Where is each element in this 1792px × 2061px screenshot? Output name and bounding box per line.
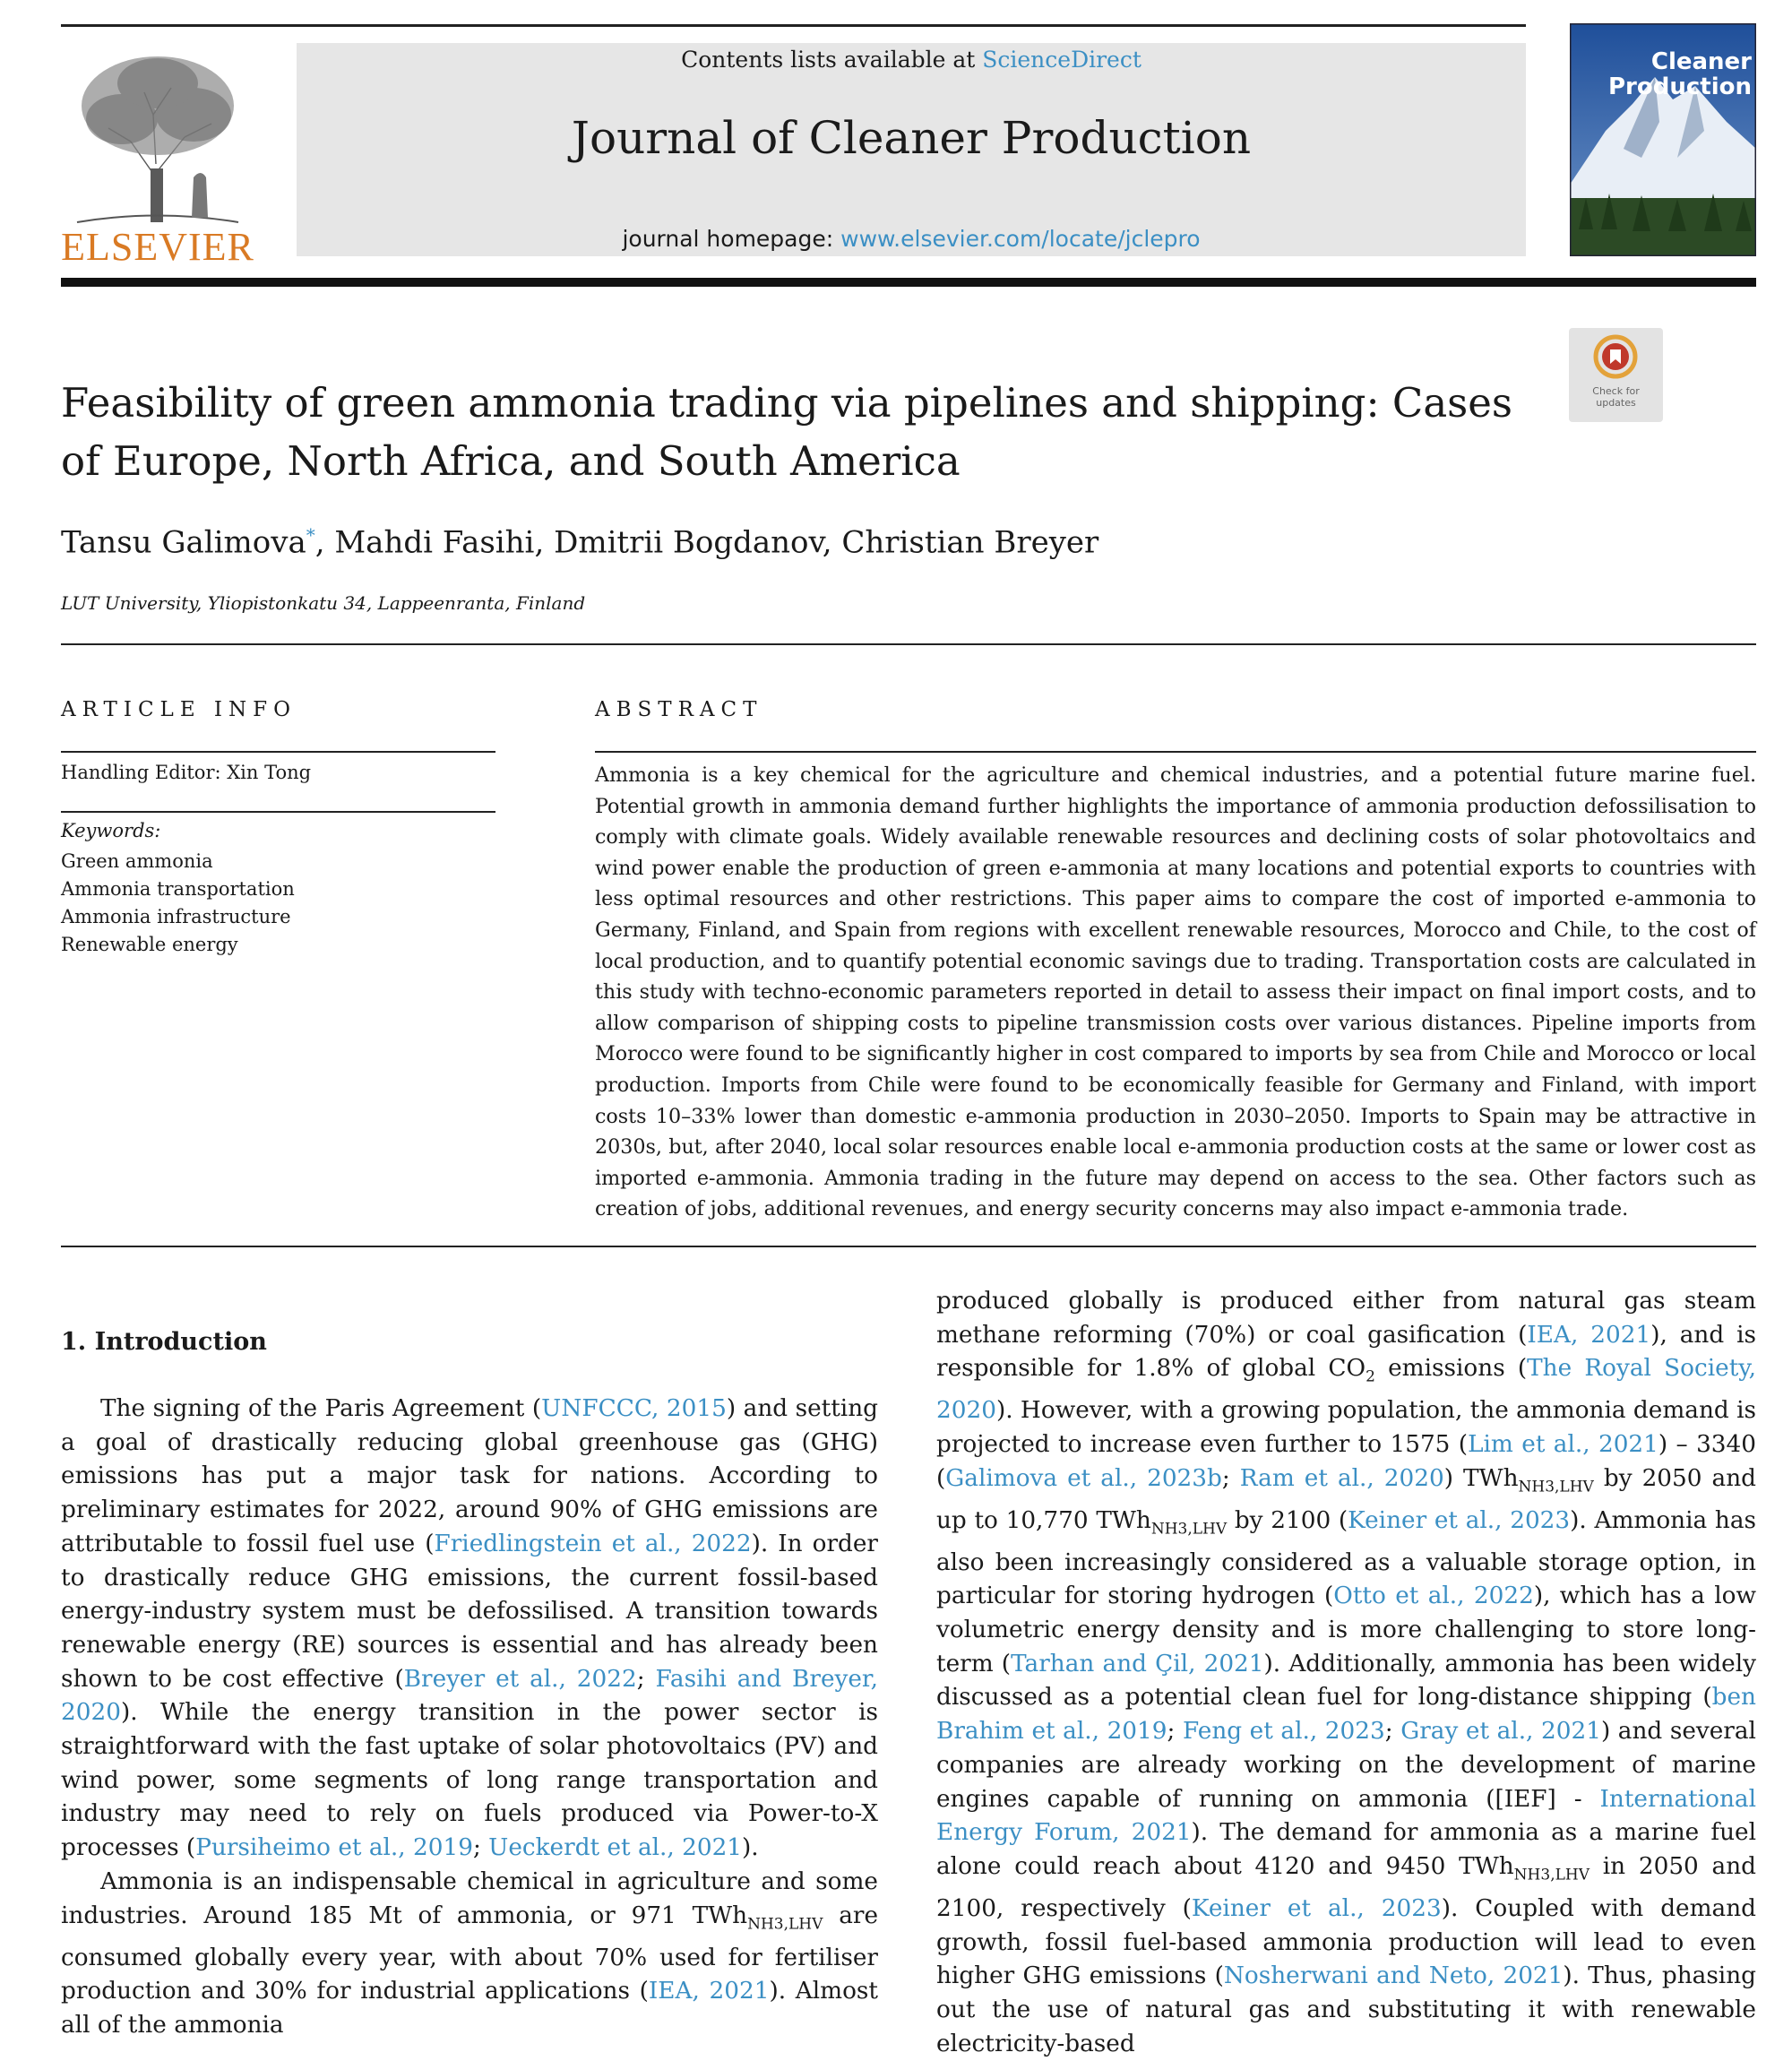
journal-homepage xyxy=(297,226,1526,252)
author-name[interactable]: Mahdi Fasihi xyxy=(334,524,535,561)
text-run: ; xyxy=(472,1834,489,1862)
keyword: Ammonia transportation xyxy=(61,878,295,900)
citation-link[interactable]: Tarhan and Çil, 2021 xyxy=(1011,1650,1264,1677)
abstract-text: Ammonia is a key chemical for the agriculture and chemical industries, and a potential future marine fuel. Potential growth in ammonia demand further highlights the importance of ammonia production defossilisation to comply with climate goals. Widely available renewable resources and declining costs of solar photovoltaics and wind power enable the production of green e-ammonia at many locations and potential exports to countries with less optimal resources and other restrictions. This paper aims to compare the cost of imported e-ammonia to Germany, Finland, and Spain from regions with excellent renewable resources, Morocco and Chile, to the cost of local production, and to quantify potential economic savings due to trading. Transportation costs are calculated in this study with techno-economic parameters reported in detail to assess their impact on final import costs, and to allow comparison of shipping costs to pipeline transmission costs over various distances. Pipeline imports from Morocco were found to be significantly higher in cost compared to imports by sea from Chile and Morocco or local production. Imports from Chile were found to be economically feasible for Germany and Finland, with import costs 10–33% lower than domestic e-ammonia production in 2030–2050. Imports to Spain may be attractive in 2030s, but, after 2040, local solar resources enable local e-ammonia production costs at the same or lower cost as imported e-ammonia. Ammonia trading in the future may depend on access to the sea. Other factors such as creation of jobs, additional revenues, and energy security concerns may also impact e-ammonia trade. xyxy=(595,763,1756,1221)
check-label-line1: Check for xyxy=(1592,385,1640,397)
check-updates-label xyxy=(1569,385,1663,409)
body-column-left xyxy=(61,1393,878,2043)
text-run: ; xyxy=(1221,1464,1240,1492)
text-run: ). Coupled with demand growth, fossil fuel-based ammonia production will lead to even higher GHG emissions ( xyxy=(936,1894,1756,1990)
divider xyxy=(595,751,1756,753)
divider xyxy=(61,751,495,753)
check-updates-icon xyxy=(1569,328,1663,391)
citation-link[interactable]: Otto et al., 2022 xyxy=(1333,1582,1534,1610)
elsevier-wordmark: ELSEVIER xyxy=(61,225,254,269)
citation-link[interactable]: Gray et al., 2021 xyxy=(1400,1718,1601,1746)
divider xyxy=(61,811,495,813)
paragraph xyxy=(61,1866,878,2043)
text-run: ). xyxy=(742,1834,759,1862)
keywords-label: Keywords: xyxy=(61,820,161,841)
text-run: by 2050 and up to 10,770 TWh xyxy=(936,1464,1756,1534)
keyword: Renewable energy xyxy=(61,934,238,955)
subscript: NH3,LHV xyxy=(1513,1866,1590,1884)
section-heading-introduction: 1. Introduction xyxy=(61,1328,267,1356)
citation-link[interactable]: UNFCCC, 2015 xyxy=(541,1395,727,1422)
subscript: NH3,LHV xyxy=(747,1914,823,1933)
contents-prefix: Contents lists available at xyxy=(681,47,983,73)
text-run: ; xyxy=(636,1665,656,1693)
text-run: in 2050 and 2100, respectively ( xyxy=(936,1853,1757,1922)
text-run: ; xyxy=(1167,1718,1183,1746)
article-title: Feasibility of green ammonia trading via pipelines and shipping: Cases of Europe, North Africa, and South America xyxy=(61,379,1512,485)
text-run: ). Additionally, ammonia has been widely discussed as a potential clean fuel for long-distance shipping ( xyxy=(936,1650,1756,1712)
text-run: emissions ( xyxy=(1374,1355,1528,1383)
paragraph xyxy=(61,1393,878,1866)
journal-homepage-link[interactable]: www.elsevier.com/locate/jclepro xyxy=(840,226,1201,252)
cover-title-line2: Production xyxy=(1608,73,1752,100)
text-run: produced globally is produced either from natural gas steam methane reforming (70%) or coal gasification ( xyxy=(936,1288,1756,1349)
text-run: ). While the energy transition in the power sector is straightforward with the fast uptake of solar photovoltaics (PV) and wind power, some segments of long range transportation and industry may need to rely on fuels produced via Power-to-X processes ( xyxy=(61,1699,878,1862)
author-name[interactable]: Tansu Galimova xyxy=(61,524,306,561)
author-name[interactable]: Dmitrii Bogdanov xyxy=(554,524,823,561)
citation-link[interactable]: Feng et al., 2023 xyxy=(1182,1718,1385,1746)
text-run: Ammonia is an indispensable chemical in agriculture and some industries. Around 185 Mt of ammonia, or 971 TWh xyxy=(61,1867,878,1929)
subscript: 2 xyxy=(1366,1367,1375,1386)
homepage-prefix: journal homepage: xyxy=(622,226,841,252)
citation-link[interactable]: Ram et al., 2020 xyxy=(1239,1464,1444,1492)
text-run: ), and is responsible for 1.8% of global CO xyxy=(936,1321,1756,1383)
sciencedirect-link[interactable]: ScienceDirect xyxy=(982,47,1142,73)
article-info-heading: ARTICLE INFO xyxy=(61,698,297,721)
text-run: ). However, with a growing population, the ammonia demand is projected to increase even further to 1575 ( xyxy=(936,1397,1756,1459)
text-run: The signing of the Paris Agreement ( xyxy=(100,1395,542,1422)
text-run: ). The demand for ammonia as a marine fuel alone could reach about 4120 and 9450 TWh xyxy=(936,1819,1756,1880)
handling-editor: Handling Editor: Xin Tong xyxy=(61,762,312,783)
text-run: ; xyxy=(1384,1718,1401,1746)
citation-link[interactable]: Keiner et al., 2023 xyxy=(1191,1894,1442,1922)
text-run: ), which has a low volumetric energy density and is more challenging to store long-term ( xyxy=(936,1582,1756,1677)
citation-link[interactable]: Pursiheimo et al., 2019 xyxy=(195,1834,473,1862)
citation-link[interactable]: Keiner et al., 2023 xyxy=(1348,1506,1571,1534)
corresponding-author-mark[interactable]: * xyxy=(306,524,315,546)
text-run: ) and several companies are already working on the development of marine engines capable of running on ammonia ([IEF] - xyxy=(936,1718,1756,1813)
text-run: ) TWh xyxy=(1443,1464,1519,1492)
cover-title-line1: Cleaner xyxy=(1650,48,1752,75)
abstract-heading: ABSTRACT xyxy=(595,698,763,721)
affiliation: LUT University, Yliopistonkatu 34, Lappeenranta, Finland xyxy=(61,592,586,614)
text-run: ). Thus, phasing out the use of natural gas and substituting it with renewable electricity-based xyxy=(936,1962,1756,2057)
top-rule xyxy=(61,24,1526,27)
divider xyxy=(61,1246,1756,1247)
paragraph xyxy=(936,1285,1756,2061)
check-label-line2: updates xyxy=(1596,397,1636,409)
keyword: Green ammonia xyxy=(61,850,213,872)
author-list: Tansu Galimova*, Mahdi Fasihi, Dmitrii Bogdanov, Christian Breyer xyxy=(61,524,1099,561)
text-run: ) and setting a goal of drastically reducing global greenhouse gas (GHG) emissions has put a major task for nations. According to preliminary estimates for 2022, around 90% of GHG emissions are attributable to fossil fuel use ( xyxy=(61,1395,878,1557)
cover-title xyxy=(1586,49,1752,99)
author-name[interactable]: Christian Breyer xyxy=(841,524,1099,561)
citation-link[interactable]: Fasihi and Breyer, 2020 xyxy=(61,1665,878,1727)
subscript: NH3,LHV xyxy=(1150,1519,1228,1538)
text-run: are consumed globally every year, with about 70% used for fertiliser production and 30% for industrial applications ( xyxy=(61,1901,879,2005)
text-run: ). Ammonia has also been increasingly considered as a valuable storage option, in particular for storing hydrogen ( xyxy=(936,1506,1757,1610)
citation-link[interactable]: IEA, 2021 xyxy=(648,1978,770,2005)
text-run: by 2100 ( xyxy=(1227,1506,1348,1534)
divider xyxy=(61,643,1756,645)
citation-link[interactable]: The Royal Society, 2020 xyxy=(936,1355,1756,1425)
citation-link[interactable]: International Energy Forum, 2021 xyxy=(936,1785,1756,1847)
citation-link[interactable]: Breyer et al., 2022 xyxy=(403,1665,637,1693)
keyword: Ammonia infrastructure xyxy=(61,906,291,927)
body-column-right xyxy=(936,1285,1756,2061)
citation-link[interactable]: Lim et al., 2021 xyxy=(1468,1431,1658,1459)
citation-link[interactable]: Friedlingstein et al., 2022 xyxy=(434,1530,752,1557)
journal-name: Journal of Cleaner Production xyxy=(571,112,1252,164)
citation-link[interactable]: IEA, 2021 xyxy=(1527,1321,1651,1349)
citation-link[interactable]: Galimova et al., 2023b xyxy=(945,1464,1222,1492)
citation-link[interactable]: ben Brahim et al., 2019 xyxy=(936,1684,1756,1746)
header-rule xyxy=(61,278,1756,287)
text-run: ) – 3340 ( xyxy=(936,1431,1756,1492)
citation-link[interactable]: Nosherwani and Neto, 2021 xyxy=(1223,1962,1564,1990)
keywords-list xyxy=(61,848,295,959)
citation-link[interactable]: Ueckerdt et al., 2021 xyxy=(488,1834,743,1862)
subscript: NH3,LHV xyxy=(1518,1478,1594,1496)
text-run: ). Almost all of the ammonia xyxy=(61,1978,878,2039)
contents-availability xyxy=(297,47,1526,73)
text-run: ). In order to drastically reduce GHG emissions, the current fossil-based energy-industry system must be defossilised. A transition towards renewable energy (RE) sources is essential and has already been shown to be cost effective ( xyxy=(61,1530,879,1693)
